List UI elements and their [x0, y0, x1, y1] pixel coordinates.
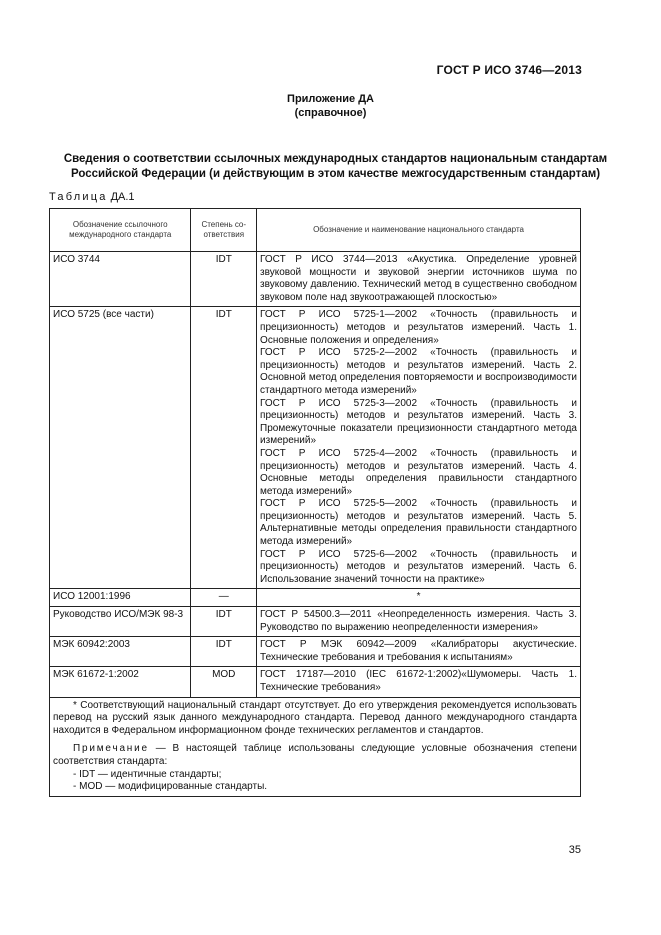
table-caption: [49, 191, 135, 203]
table-notes: [50, 697, 581, 796]
note-text: — В настоящей таблице использованы следующие условные обозначения степени соответствия стандарта:: [53, 743, 577, 767]
national-standard-entry: ГОСТ Р ИСО 5725-1—2002 «Точность (правильность и прецизионность) методов и результатов измерений. Часть 1. Основные положения и определения»: [260, 309, 577, 346]
note-item: - MOD — модифицированные стандарты.: [73, 781, 268, 793]
cell-degree: IDT: [191, 607, 257, 637]
cell-national: [257, 637, 581, 667]
table-row: [50, 667, 581, 697]
table-footer-row: [50, 697, 581, 796]
header-national-standard: Обозначение и наименование национального стандарта: [257, 209, 581, 252]
national-standard-entry: ГОСТ Р 54500.3—2011 «Неопределенность измерения. Часть 3. Руководство по выражению неопределенности измерения»: [260, 609, 577, 633]
national-standard-entry: ГОСТ Р ИСО 5725-6—2002 «Точность (правильность и прецизионность) методов и результатов измерений. Часть 6. Использование значений точности на практике»: [260, 548, 577, 585]
national-standard-entry: *: [416, 591, 421, 603]
table-row: [50, 589, 581, 607]
section-title: [40, 152, 631, 182]
cell-degree: IDT: [191, 307, 257, 589]
note-item: - IDT — идентичные стандарты;: [73, 768, 222, 780]
cell-degree: —: [191, 589, 257, 607]
cell-national: [257, 607, 581, 637]
section-title-line-2: Российской Федерации (и действующим в этом качестве межгосударственным стандартам): [70, 168, 601, 180]
appendix-title: Приложение ДА: [287, 93, 374, 105]
table-caption-number: ДА.1: [107, 191, 135, 203]
table-caption-word: Таблица: [49, 191, 108, 203]
national-standard-entry: ГОСТ 17187—2010 (IEC 61672-1:2002)«Шумомеры. Часть 1. Технические требования»: [260, 669, 577, 693]
national-standard-entry: ГОСТ Р ИСО 3744—2013 «Акустика. Определение уровней звуковой мощности и звуковой энергии источников шума по звуковому давлению. Технический метод в существенно свободном звуковом поле над звукоотражающей плоскостью»: [260, 254, 577, 303]
cell-reference: ИСО 5725 (все части): [50, 307, 191, 589]
national-standard-entry: ГОСТ Р МЭК 60942—2009 «Калибраторы акустические. Технические требования и требования к испытаниям»: [260, 639, 577, 663]
cell-reference: Руководство ИСО/МЭК 98-3: [50, 607, 191, 637]
cell-national: [257, 667, 581, 697]
section-title-line-1: Сведения о соответствии ссылочных международных стандартов национальным стандартам: [63, 153, 608, 165]
table-row: [50, 307, 581, 589]
header-reference-standard: Обозначение ссылочного международного стандарта: [50, 209, 191, 252]
cell-degree: IDT: [191, 252, 257, 307]
cell-degree: IDT: [191, 637, 257, 667]
cell-reference: ИСО 3744: [50, 252, 191, 307]
cell-reference: МЭК 60942:2003: [50, 637, 191, 667]
table-row: [50, 637, 581, 667]
appendix-subtitle: (справочное): [294, 107, 367, 119]
cell-reference: МЭК 61672-1:2002: [50, 667, 191, 697]
cell-national: [257, 589, 581, 607]
footnote: * Соответствующий национальный стандарт отсутствует. До его утверждения рекомендуется использовать перевод на русский язык данного международного стандарта. Перевод данного международного стандарта находится в Федеральном информационном фонде технических регламентов и стандартов.: [53, 699, 577, 736]
correspondence-table: [49, 208, 581, 797]
table-row: [50, 607, 581, 637]
national-standard-entry: ГОСТ Р ИСО 5725-2—2002 «Точность (правильность и прецизионность) методов и результатов измерений. Часть 2. Основной метод определения повторяемости и воспроизводимости стандартного метода измерений»: [260, 347, 577, 396]
note-label: Примечание: [73, 743, 149, 755]
cell-degree: MOD: [191, 667, 257, 697]
table-header-row: [50, 209, 581, 252]
cell-national: [257, 252, 581, 307]
document-id: ГОСТ Р ИСО 3746—2013: [436, 63, 582, 77]
appendix-heading: [0, 92, 661, 120]
header-degree: Степень со-ответствия: [191, 209, 257, 252]
note: [53, 743, 577, 768]
national-standard-entry: ГОСТ Р ИСО 5725-4—2002 «Точность (правильность и прецизионность) методов и результатов измерений. Часть 4. Основные методы определения правильности стандартного метода измерений»: [260, 447, 577, 497]
cell-national: [257, 307, 581, 589]
national-standard-entry: ГОСТ Р ИСО 5725-5—2002 «Точность (правильность и прецизионность) методов и результатов измерений. Часть 5. Альтернативные методы определения правильности стандартного метода измерений»: [260, 498, 577, 548]
cell-reference: ИСО 12001:1996: [50, 589, 191, 607]
national-standard-entry: ГОСТ Р ИСО 5725-3—2002 «Точность (правильность и прецизионность) методов и результатов измерений. Часть 3. Промежуточные показатели прецизионности стандартного метода измерений»: [260, 397, 577, 447]
table-row: [50, 252, 581, 307]
page-number: 35: [568, 844, 581, 856]
